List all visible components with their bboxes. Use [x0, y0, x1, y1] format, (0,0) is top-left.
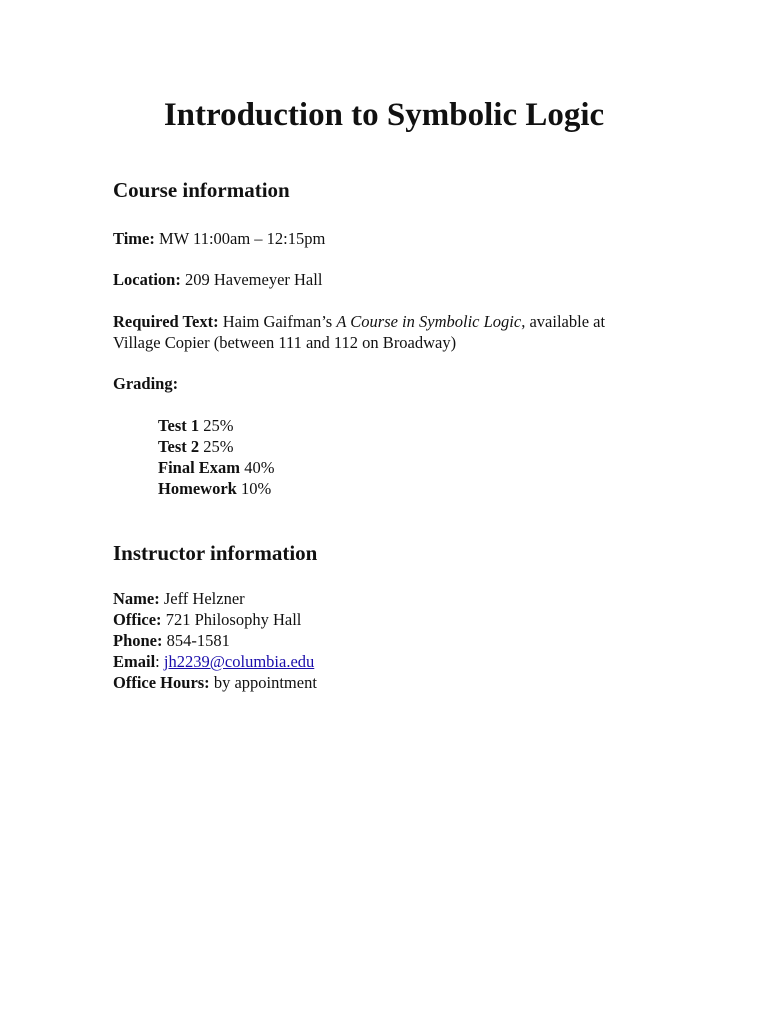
location-label: Location:: [113, 270, 181, 289]
required-text-author: Haim Gaifman’s: [222, 312, 333, 331]
instructor-name-line: [113, 588, 245, 609]
required-text-label: Required Text:: [113, 312, 219, 331]
email-separator: :: [155, 652, 160, 671]
office-label: Office:: [113, 610, 162, 629]
grading-item: [158, 478, 271, 499]
grading-item-weight: 40%: [244, 458, 275, 477]
office-line: [113, 609, 301, 630]
required-text-after-title: , available at: [521, 312, 606, 331]
location-line: [113, 269, 322, 290]
grading-item: [158, 436, 233, 457]
grading-item-name: Test 2: [158, 437, 200, 456]
grading-item-name: Test 1: [158, 416, 200, 435]
phone-label: Phone:: [113, 631, 163, 650]
instructor-name-label: Name:: [113, 589, 160, 608]
instructor-info-heading: Instructor information: [113, 541, 318, 565]
grading-item-weight: 25%: [203, 437, 234, 456]
required-text-line-2: Village Copier (between 111 and 112 on Broadway): [113, 333, 457, 352]
time-label: Time:: [113, 229, 155, 248]
time-value: MW 11:00am – 12:15pm: [158, 229, 326, 248]
course-info-heading: Course information: [113, 178, 290, 202]
grading-label: Grading:: [113, 374, 179, 393]
instructor-name-value: Jeff Helzner: [163, 589, 245, 608]
time-line: [113, 228, 325, 249]
required-text-line: [113, 311, 605, 332]
email-link[interactable]: jh2239@columbia.edu: [163, 652, 315, 671]
page-title: Introduction to Symbolic Logic: [163, 97, 605, 133]
office-value: 721 Philosophy Hall: [165, 610, 302, 629]
grading-item-weight: 25%: [203, 416, 234, 435]
grading-item: [158, 457, 274, 478]
email-label: Email: [113, 652, 156, 671]
email-line: [113, 651, 314, 672]
phone-value: 854-1581: [166, 631, 230, 650]
grading-item-weight: 10%: [240, 479, 272, 498]
grading-item: [158, 415, 233, 436]
office-hours-value: by appointment: [213, 673, 317, 692]
phone-line: [113, 630, 230, 651]
location-value: 209 Havemeyer Hall: [184, 270, 323, 289]
grading-item-name: Final Exam: [158, 458, 241, 477]
grading-item-name: Homework: [158, 479, 237, 498]
office-hours-line: [113, 672, 317, 693]
office-hours-label: Office Hours:: [113, 673, 210, 692]
required-text-book-title: A Course in Symbolic Logic: [336, 312, 522, 331]
